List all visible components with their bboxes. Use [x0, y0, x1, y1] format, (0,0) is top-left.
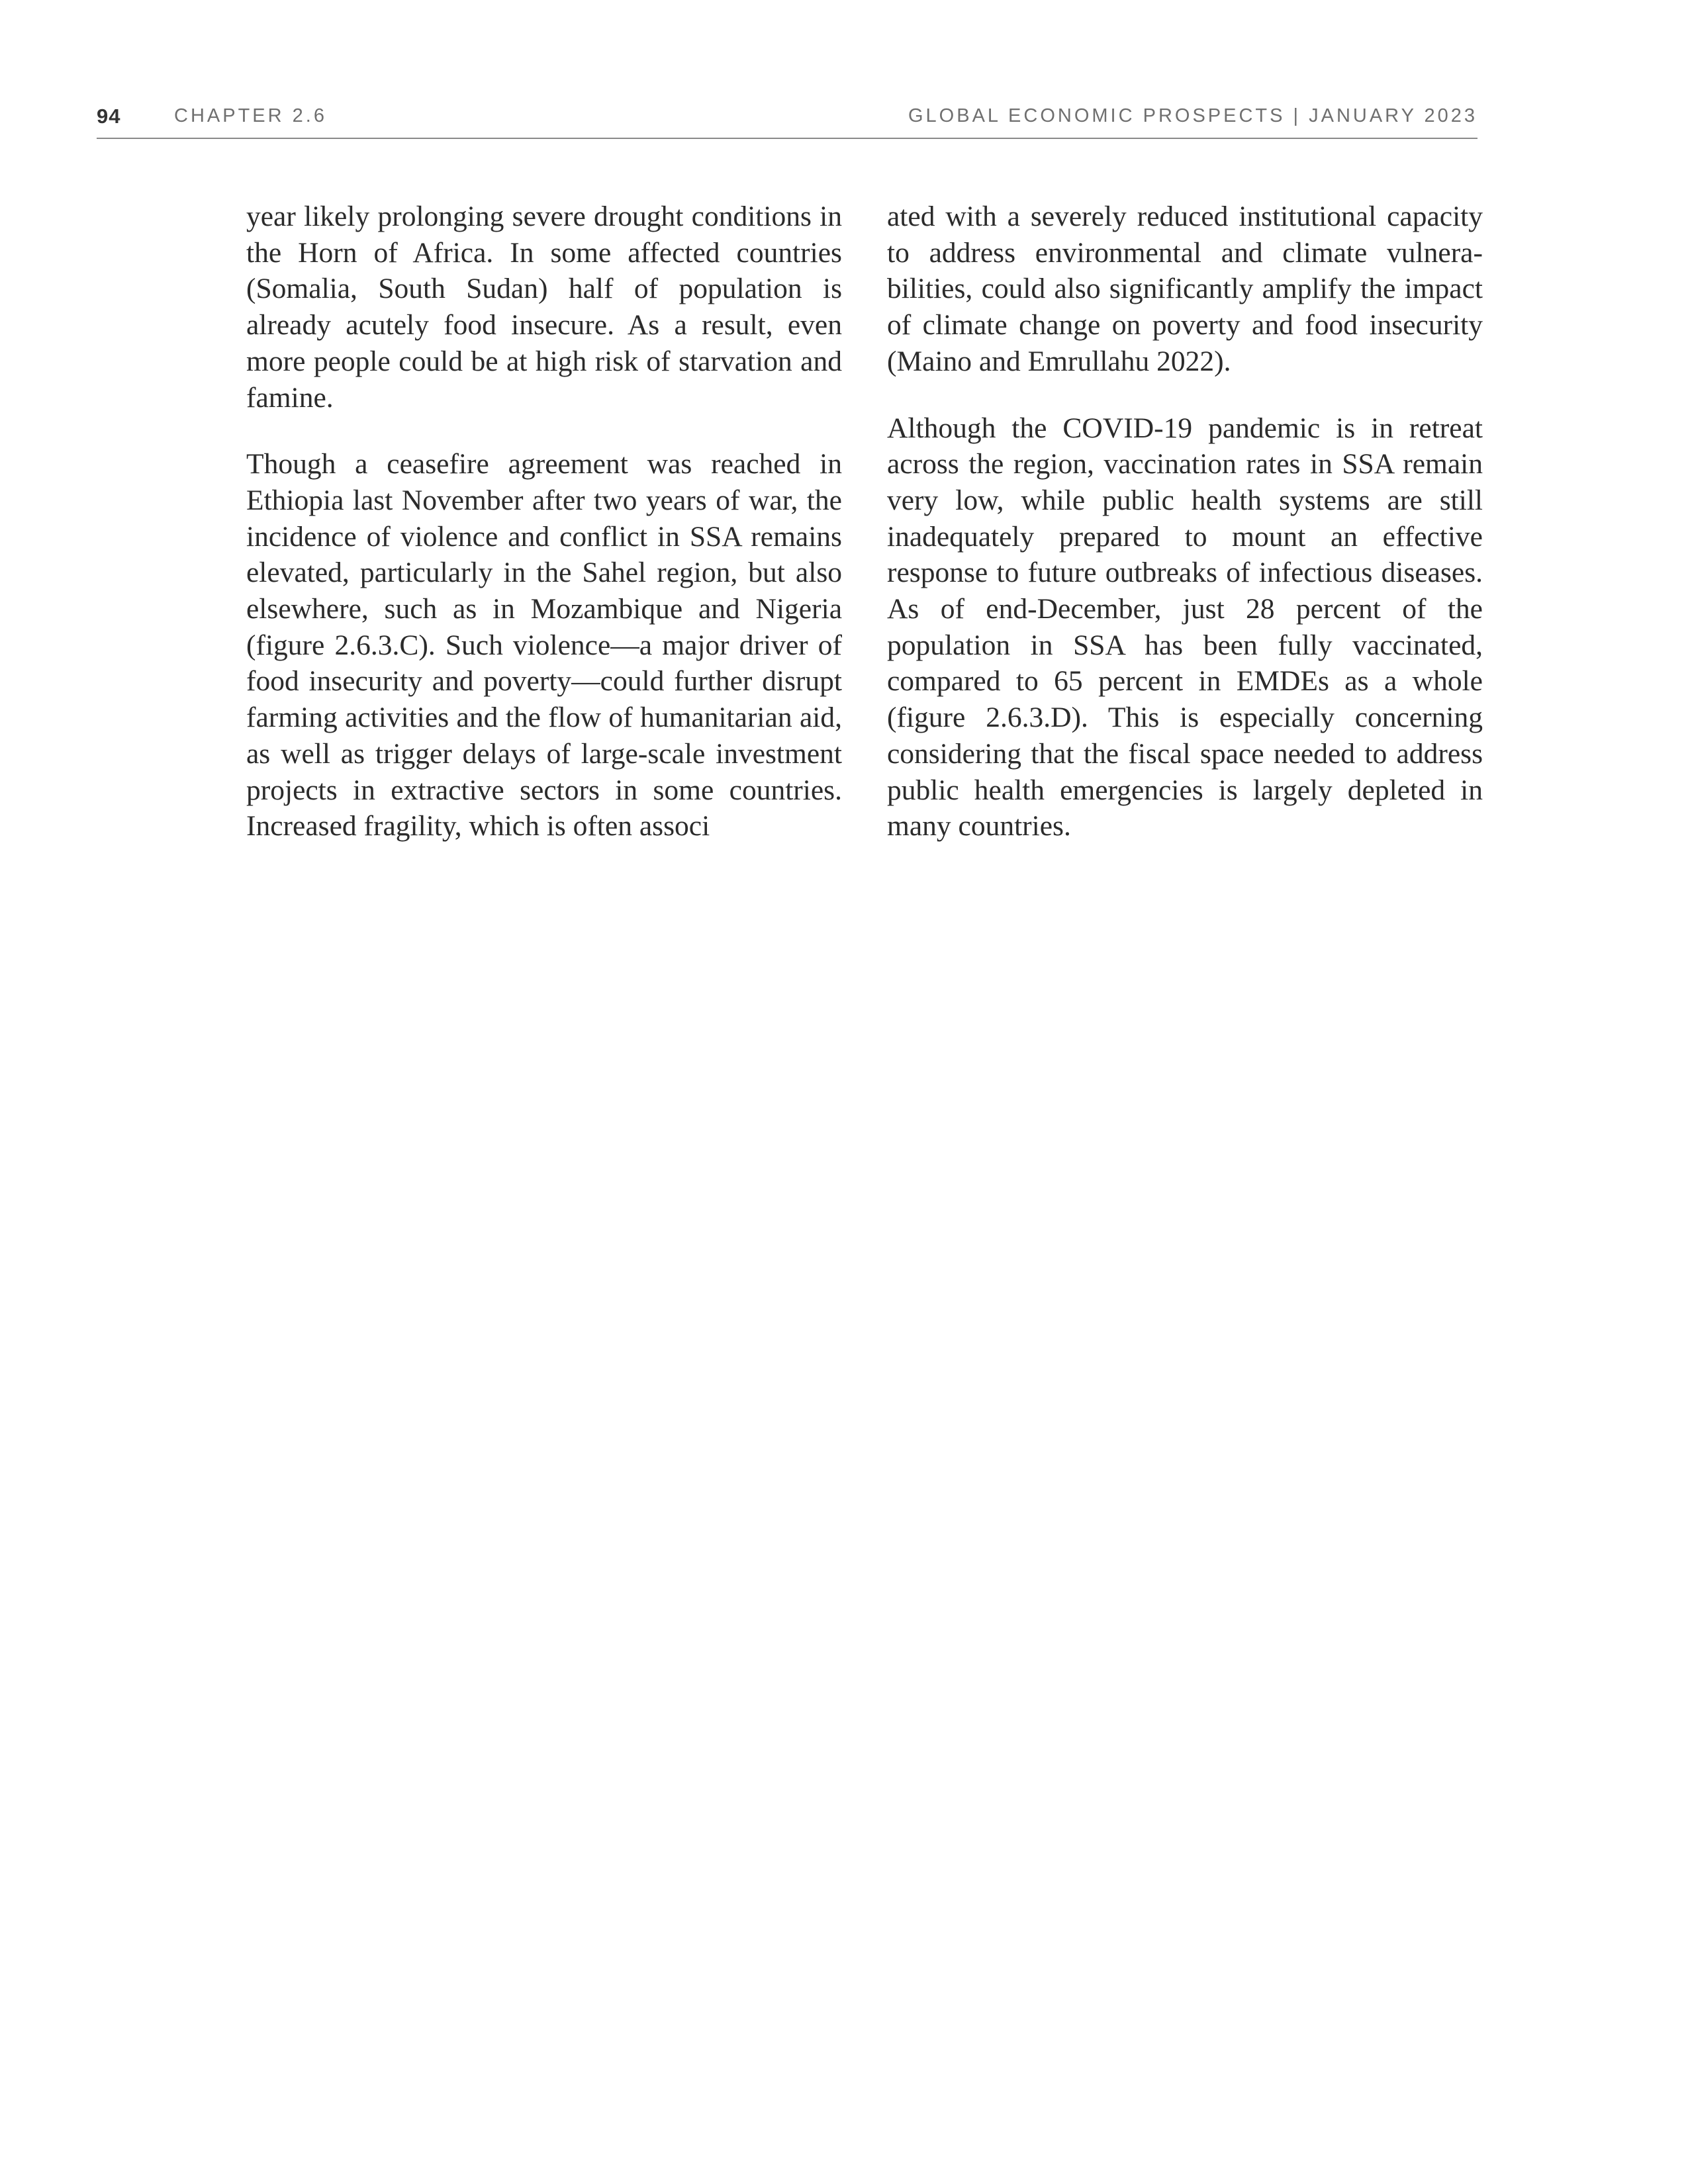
paragraph: Although the COVID-19 pandemic is in retreat across the region, vaccination rates in SSA remain very low, while public health systems are still inadequately prepared to mount an effective response to future outbreaks of infectious diseases. As of end-December, just 28 percent of the population in SSA has been fully vaccinated, compared to 65 percent in EMDEs as a whole (figure 2.6.3.D). This is especially concerning considering that the fiscal space needed to address public health emergencies is largely depleted in many countries. [887, 412, 1483, 842]
chapter-label: CHAPTER 2.6 [174, 105, 327, 126]
running-title: GLOBAL ECONOMIC PROSPECTS | JANUARY 2023 [908, 105, 1477, 126]
right-column [887, 199, 1483, 875]
paragraph: ated with a severely reduced institutional capacity to address environmental and climate vulnerabilities, could also significantly amplify the impact of climate change on poverty and food insecurity (Maino and Emrullahu 2022). [887, 201, 1483, 377]
page-header [97, 105, 1477, 139]
left-column [246, 199, 842, 875]
paragraph: Though a ceasefire agreement was reached in Ethiopia last November after two years of war, the incidence of violence and conflict in SSA remains elevated, particularly in the Sahel region, but also elsewhere, such as in Mozambique and Nigeria (figure 2.6.3.C). Such violence—a major driver of food insecurity and poverty—could further disrupt farming activities and the flow of humanitarian aid, as well as trigger delays of large-scale investment projects in extractive sectors in some countries. Increased fragility, which is often associ [246, 448, 842, 842]
paragraph: year likely prolonging severe drought conditions in the Horn of Africa. In some affected countries (Somalia, South Sudan) half of population is already acutely food insecure. As a result, even more people could be at high risk of starvation and famine. [246, 201, 842, 414]
page-number: 94 [97, 105, 121, 128]
